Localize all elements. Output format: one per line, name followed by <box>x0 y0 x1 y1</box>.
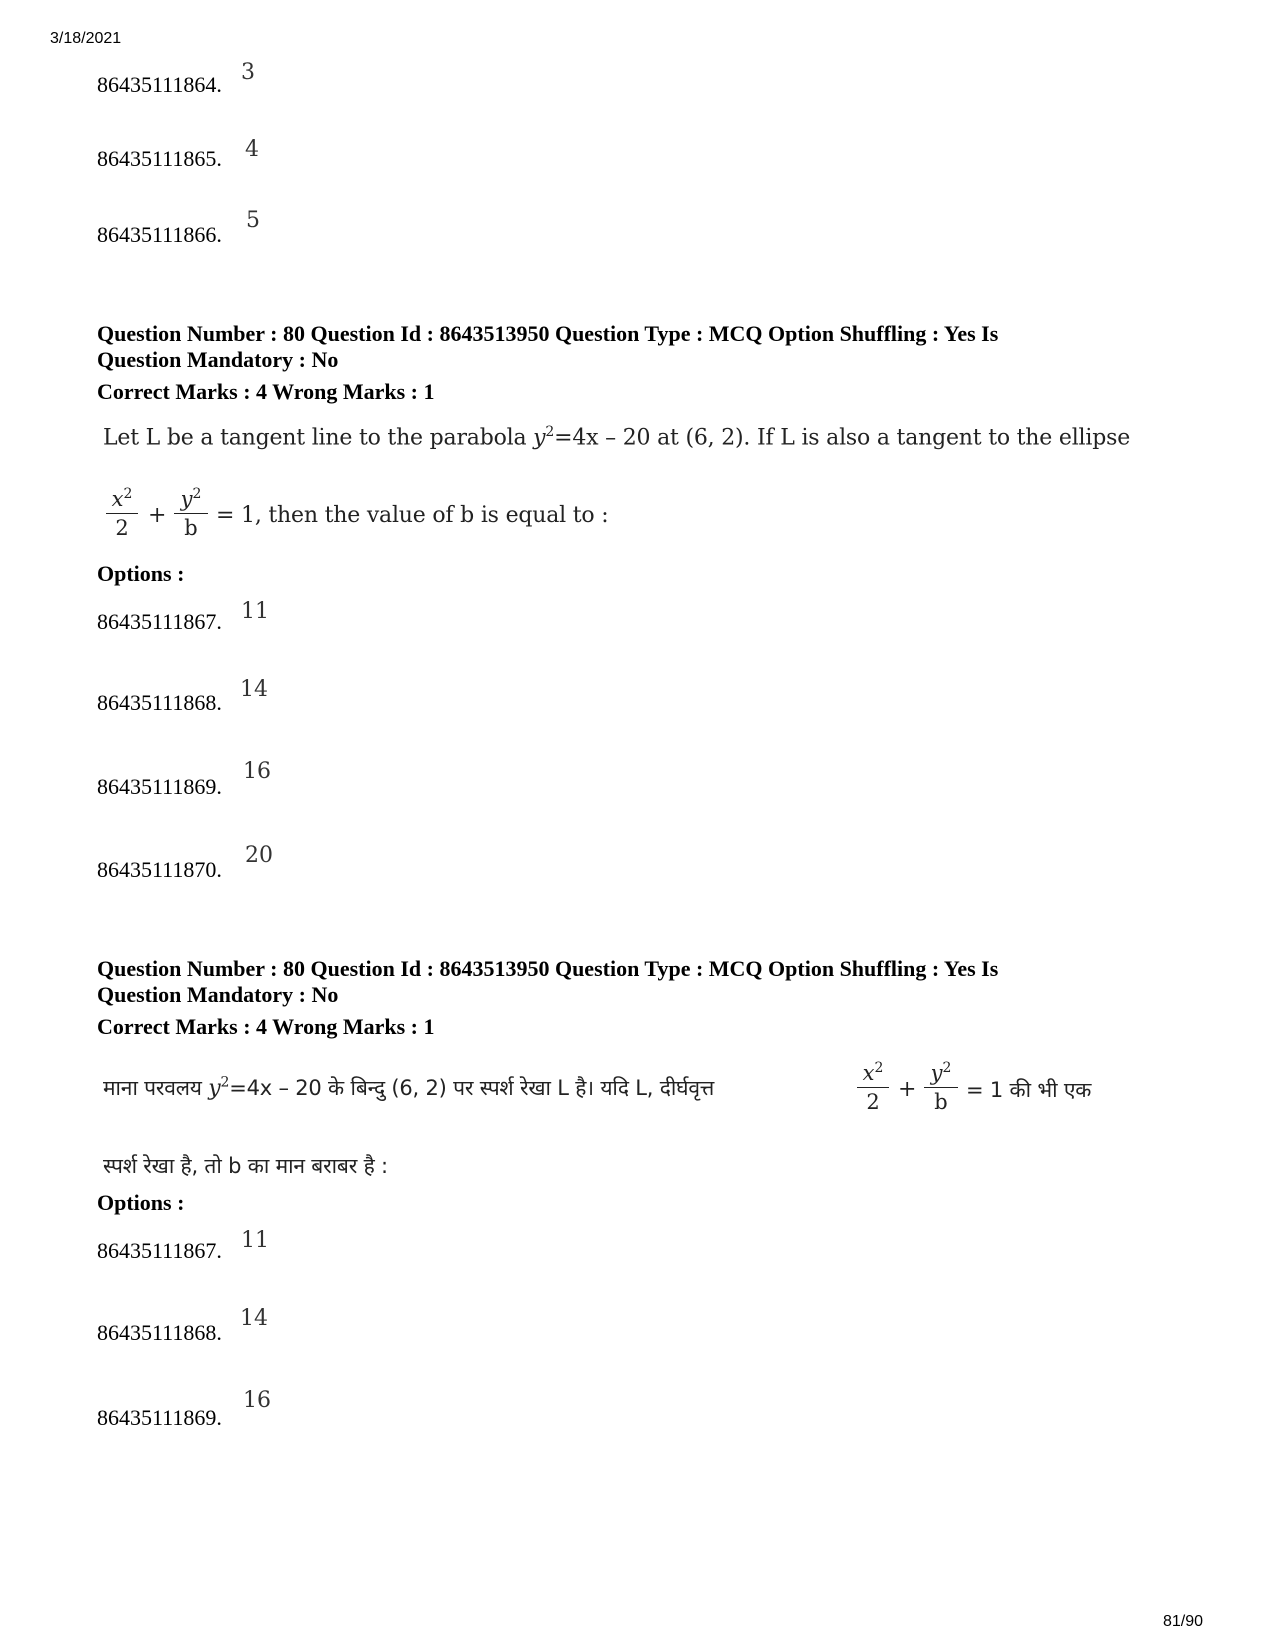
options-label: Options : <box>97 561 185 586</box>
option-value: 20 <box>245 843 273 868</box>
option-id: 86435111867. <box>97 609 222 634</box>
question-header-line1: Question Number : 80 Question Id : 8643513950 Question Type : MCQ Option Shuffling : Yes Is <box>97 956 999 981</box>
option-id: 86435111869. <box>97 774 222 799</box>
options-label: Options : <box>97 1190 185 1215</box>
option-value: 14 <box>240 1306 268 1331</box>
question-header-line2: Question Mandatory : No <box>97 982 339 1007</box>
page-number: 81/90 <box>1163 1613 1204 1630</box>
option-value: 11 <box>241 1228 269 1253</box>
fraction-y2-over-b <box>174 482 208 540</box>
question-text-line1 <box>103 424 1130 450</box>
option-id: 86435111869. <box>97 1405 222 1430</box>
option-value: 3 <box>241 60 255 85</box>
option-value: 16 <box>243 1388 271 1413</box>
print-date: 3/18/2021 <box>50 30 122 47</box>
option-id: 86435111868. <box>97 690 222 715</box>
option-id: 86435111864. <box>97 72 222 97</box>
question-header-line2: Question Mandatory : No <box>97 347 339 372</box>
question-text-part: Let L be a tangent line to the parabola <box>103 425 534 451</box>
option-id: 86435111868. <box>97 1320 222 1345</box>
option-value: 5 <box>246 208 260 233</box>
math-den: 2 <box>115 516 129 540</box>
option-value: 14 <box>240 677 268 702</box>
math-plus: + <box>898 1077 917 1102</box>
math-y: y <box>208 1076 221 1101</box>
math-exp: 2 <box>545 424 555 440</box>
question-text-line1 <box>103 1074 714 1102</box>
math-exp: 2 <box>874 1060 884 1076</box>
math-den: b <box>934 1090 948 1114</box>
option-id: 86435111867. <box>97 1238 222 1263</box>
math-exp: 2 <box>220 1074 230 1091</box>
question-text-part: =4x – 20 के बिन्दु (6, 2) पर स्पर्श रेखा L है। यदि L, दीर्घवृत्त <box>229 1076 715 1100</box>
math-y: y <box>533 425 546 451</box>
question-marks: Correct Marks : 4 Wrong Marks : 1 <box>97 379 435 404</box>
question-text-line2: स्पर्श रेखा है, तो b का मान बराबर है : <box>103 1154 388 1178</box>
math-exp: 2 <box>123 486 133 502</box>
question-text-line2: = 1, then the value of b is equal to : <box>216 503 609 528</box>
fraction-x2-over-2 <box>857 1056 889 1114</box>
question-header-line1: Question Number : 80 Question Id : 8643513950 Question Type : MCQ Option Shuffling : Yes Is <box>97 321 999 346</box>
math-exp: 2 <box>192 486 202 502</box>
question-text-part: = 1 की भी एक <box>966 1078 1092 1102</box>
math-den: b <box>184 516 198 540</box>
option-id: 86435111865. <box>97 146 222 171</box>
math-y: y <box>180 487 193 511</box>
option-value: 11 <box>241 599 269 624</box>
question-text-part: माना परवलय <box>103 1076 209 1100</box>
math-y: y <box>930 1061 943 1085</box>
math-exp: 2 <box>942 1060 952 1076</box>
math-plus: + <box>148 503 167 528</box>
option-id: 86435111866. <box>97 222 222 247</box>
fraction-x2-over-2 <box>106 482 138 540</box>
option-value: 4 <box>245 137 259 162</box>
question-marks: Correct Marks : 4 Wrong Marks : 1 <box>97 1014 435 1039</box>
math-x: x <box>111 487 124 511</box>
question-text-part: =4x – 20 at (6, 2). If L is also a tangent to the ellipse <box>554 425 1131 451</box>
math-den: 2 <box>866 1090 880 1114</box>
option-id: 86435111870. <box>97 857 222 882</box>
fraction-y2-over-b <box>924 1056 958 1114</box>
option-value: 16 <box>243 759 271 784</box>
math-x: x <box>862 1061 875 1085</box>
